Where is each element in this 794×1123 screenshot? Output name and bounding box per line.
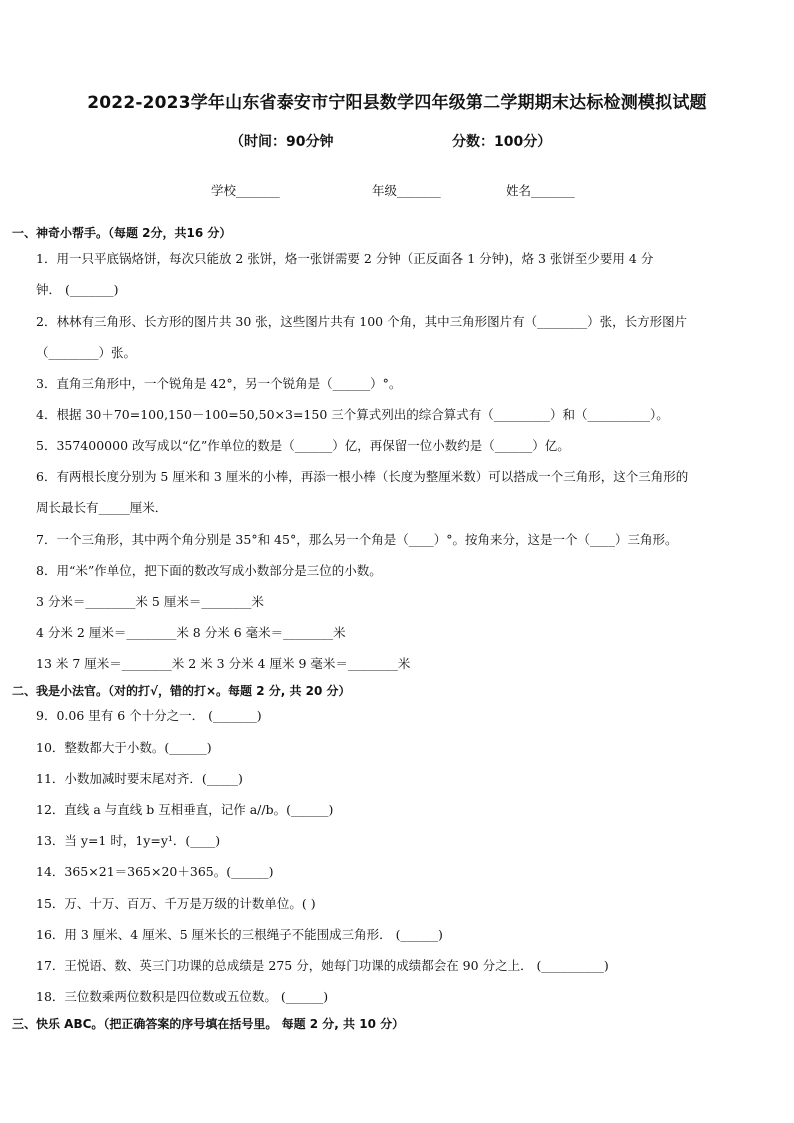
score-label: 分数：100分） bbox=[452, 134, 552, 150]
question-line[interactable]: 9．0.06 里有 6 个十分之一． (_______) bbox=[36, 708, 262, 723]
question-line[interactable]: 周长最长有_____厘米． bbox=[36, 500, 168, 515]
question-line[interactable]: 12．直线 a 与直线 b 互相垂直，记作 a//b。(______) bbox=[36, 802, 334, 817]
question-line[interactable]: 13 米 7 厘米＝________米 2 米 3 分米 4 厘米 9 毫米＝________米 bbox=[36, 656, 411, 671]
question-line: 1．用一只平底锅烙饼，每次只能放 2 张饼，烙一张饼需要 2 分钟（正反面各 1 分钟)，烙 3 张饼至少要用 4 分 bbox=[36, 251, 654, 266]
grade-field[interactable]: 年级_______ bbox=[372, 183, 441, 198]
exam-meta bbox=[0, 131, 794, 151]
question-line[interactable]: 3 分米＝________米 5 厘米＝________米 bbox=[36, 594, 264, 609]
question-line[interactable]: 4 分米 2 厘米＝________米 8 分米 6 毫米＝________米 bbox=[36, 625, 346, 640]
question-line[interactable]: 15．万、十万、百万、千万是万级的计数单位。( ) bbox=[36, 896, 316, 911]
question-line[interactable]: 2．林林有三角形、长方形的图片共 30 张，这些图片共有 100 个角，其中三角形图片有（________）张，长方形图片 bbox=[36, 314, 688, 329]
student-info-fields bbox=[0, 181, 794, 201]
time-label: （时间：90分钟 bbox=[230, 134, 334, 150]
question-line[interactable]: （________）张。 bbox=[36, 345, 137, 360]
question-line[interactable]: 13．当 y=1 时，1y=y¹．(____) bbox=[36, 833, 221, 848]
question-line[interactable]: 7．一个三角形，其中两个角分别是 35°和 45°，那么另一个角是（____）°。按角来分，这是一个（____）三角形。 bbox=[36, 532, 678, 547]
question-line[interactable]: 18．三位数乘两位数积是四位数或五位数。 (______) bbox=[36, 989, 329, 1004]
question-line: 6．有两根长度分别为 5 厘米和 3 厘米的小棒，再添一根小棒（长度为整厘米数）可以搭成一个三角形，这个三角形的 bbox=[36, 469, 689, 484]
name-field[interactable]: 姓名_______ bbox=[506, 183, 575, 198]
section-heading: 一、神奇小帮手。（每题 2分，共16 分） bbox=[12, 226, 232, 240]
question-line[interactable]: 11．小数加减时要末尾对齐．(_____) bbox=[36, 771, 243, 786]
question-line[interactable]: 5．357400000 改写成以“亿”作单位的数是（______）亿，再保留一位小数约是（______）亿。 bbox=[36, 438, 570, 453]
question-line[interactable]: 4．根据 30＋70=100,150－100=50,50×3=150 三个算式列出的综合算式有（_________）和（__________）。 bbox=[36, 407, 669, 422]
school-field[interactable]: 学校_______ bbox=[211, 183, 280, 198]
question-line[interactable]: 10．整数都大于小数。(______) bbox=[36, 740, 212, 755]
question-line[interactable]: 3．直角三角形中，一个锐角是 42°，另一个锐角是（______）°。 bbox=[36, 376, 402, 391]
question-line[interactable]: 钟． (_______) bbox=[36, 282, 119, 297]
question-line[interactable]: 14．365×21＝365×20＋365。(______) bbox=[36, 864, 274, 879]
question-line: 8．用“米”作单位，把下面的数改写成小数部分是三位的小数。 bbox=[36, 563, 382, 578]
question-line[interactable]: 16．用 3 厘米、4 厘米、5 厘米长的三根绳子不能围成三角形． (______) bbox=[36, 927, 443, 942]
section-heading: 三、快乐 ABC。（把正确答案的序号填在括号里。 每题 2 分, 共 10 分） bbox=[12, 1017, 405, 1031]
section-heading: 二、我是小法官。（对的打√，错的打×。每题 2 分, 共 20 分） bbox=[12, 684, 351, 698]
question-line[interactable]: 17．王悦语、数、英三门功课的总成绩是 275 分，她每门功课的成绩都会在 90 分之上． (__________) bbox=[36, 958, 609, 973]
page-title: 2022-2023学年山东省泰安市宁阳县数学四年级第二学期期末达标检测模拟试题 bbox=[87, 93, 707, 113]
